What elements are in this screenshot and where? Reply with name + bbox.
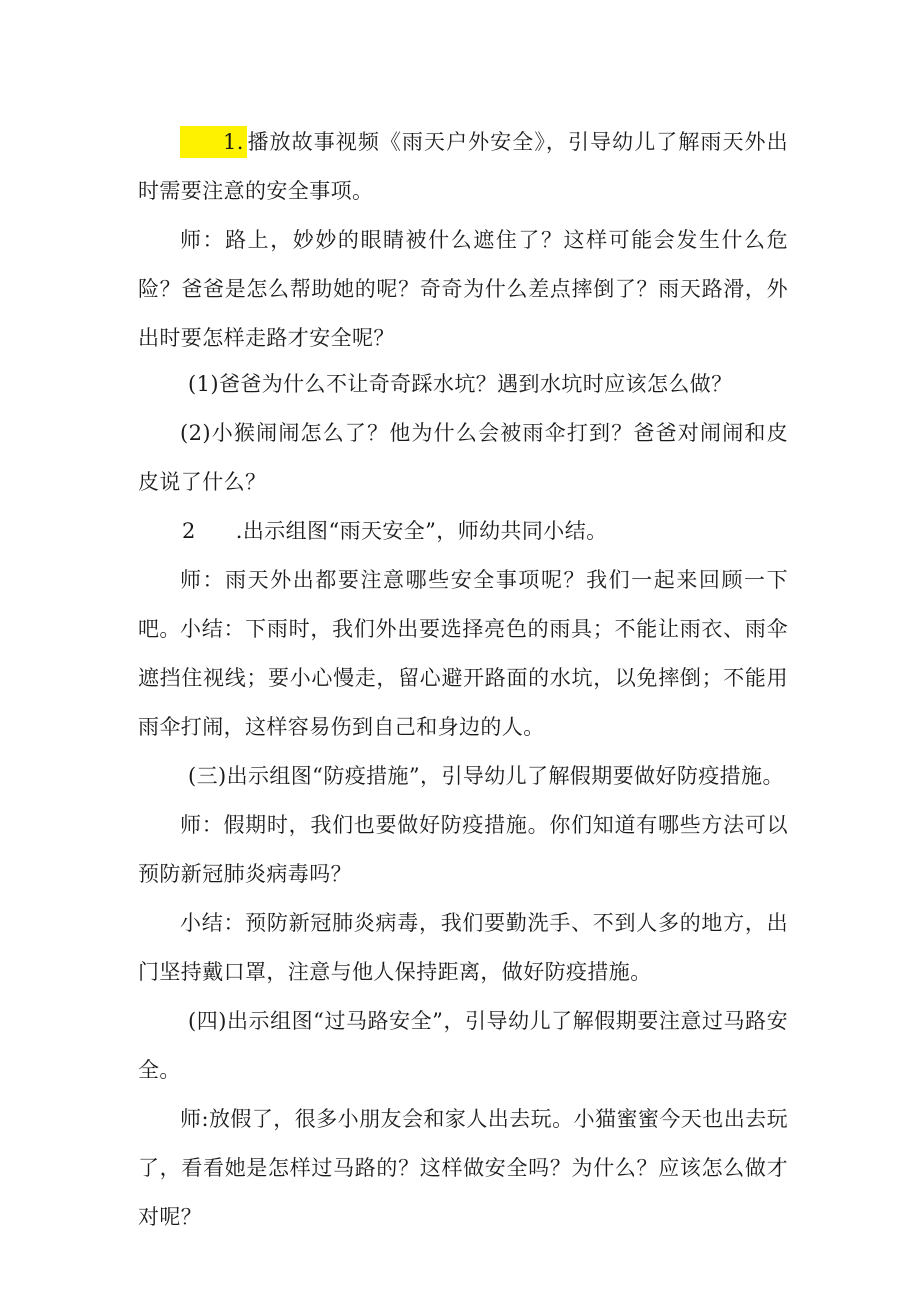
paragraph-5-text: .出示组图“雨天安全”，师幼共同小结。 [235, 519, 608, 543]
paragraph-3: (1)爸爸为什么不让奇奇踩水坑？遇到水坑时应该怎么做？ [188, 372, 733, 396]
list-number: 2 [182, 519, 196, 543]
highlighted-number: 1. [180, 126, 247, 158]
paragraph-11: (四)出示组图“过马路安全”，引导幼儿了解假期要注意过马路安全。 [138, 1009, 788, 1082]
paragraph-5 [138, 507, 788, 556]
paragraph-7: 小结：下雨时，我们外出要选择亮色的雨具；不能让雨衣、雨伞遮挡住视线；要小心慢走，留心避开路面的水坑，以免摔倒；不能用雨伞打闹，这样容易伤到自己和身边的人。 [138, 617, 788, 739]
paragraph-12: 师:放假了，很多小朋友会和家人出去玩。小猫蜜蜜今天也出去玩了，看看她是怎样过马路的？这样做安全吗？为什么？应该怎么做才对呢？ [138, 1107, 788, 1229]
paragraph-1 [138, 118, 788, 216]
paragraph-4: (2)小猴闹闹怎么了？他为什么会被雨伞打到？爸爸对闹闹和皮皮说了什么？ [138, 421, 788, 494]
paragraph-2: 师：路上，妙妙的眼睛被什么遮住了？这样可能会发生什么危险？爸爸是怎么帮助她的呢？奇奇为什么差点摔倒了？雨天路滑，外出时要怎样走路才安全呢？ [138, 228, 788, 350]
paragraph-8: (三)出示组图“防疫措施”，引导幼儿了解假期要做好防疫措施。 [188, 764, 784, 788]
paragraph-1-text: 播放故事视频《雨天户外安全》，引导幼儿了解雨天外出时需要注意的安全事项。 [138, 130, 788, 203]
paragraph-6: 师：雨天外出都要注意哪些安全事项呢？我们一起来回顾一下吧。 [138, 568, 788, 641]
paragraph-9: 师：假期时，我们也要做好防疫措施。你们知道有哪些方法可以预防新冠肺炎病毒吗？ [138, 813, 788, 886]
paragraph-10: 小结：预防新冠肺炎病毒，我们要勤洗手、不到人多的地方，出门坚持戴口罩，注意与他人保持距离，做好防疫措施。 [138, 911, 788, 984]
